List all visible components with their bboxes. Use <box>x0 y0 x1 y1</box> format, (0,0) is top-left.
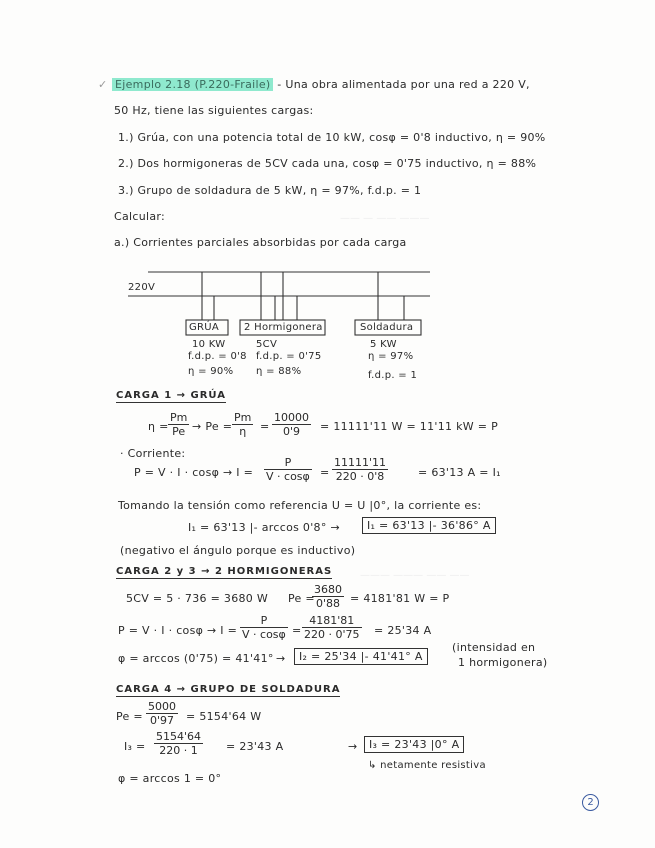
fraction-numerator: 5154'64 <box>156 730 202 743</box>
load-item-3: 3.) Grupo de soldadura de 5 kW, η = 97%, f.d.p. = 1 <box>118 184 422 197</box>
fraction-numerator: Pm <box>170 411 188 424</box>
equals-sign: = <box>260 420 270 433</box>
phase-angle: φ = arccos (0'75) = 41'41° <box>118 652 274 665</box>
fraction-p-vcos <box>240 614 288 641</box>
calcular-label: Calcular: <box>114 210 166 223</box>
grua-pf: f.d.p. = 0'8 <box>188 351 247 362</box>
current-label: I₃ = <box>124 740 146 753</box>
eta-label: η = <box>148 420 169 433</box>
exercise-tag: Ejemplo 2.18 (P.220-Fraile) <box>112 78 273 91</box>
fraction-denominator: 220 · 1 <box>159 744 198 757</box>
section-title-carga-4: CARGA 4 → GRUPO DE SOLDADURA <box>116 684 341 695</box>
fraction-current <box>302 614 362 641</box>
load-box-soldadura: Soldadura <box>360 322 414 333</box>
current-result: = 25'34 A <box>374 624 432 637</box>
fraction-pm-eta <box>232 411 253 438</box>
fraction-denominator: η <box>239 425 247 438</box>
fraction-denominator: V · cosφ <box>266 470 310 483</box>
pe-label: Pe = <box>288 592 315 605</box>
grua-power: 10 KW <box>192 339 226 350</box>
fraction-numerator: 10000 <box>274 411 309 424</box>
fraction-denominator: 0'9 <box>282 425 301 438</box>
fraction-denominator: 0'97 <box>149 714 175 727</box>
intro-line-1: - Una obra alimentada por una red a 220 V, <box>277 78 530 91</box>
arrow: → <box>276 652 286 665</box>
arrow: → <box>348 740 358 753</box>
ohm-relation: P = V · I · cosφ → I = <box>134 466 254 479</box>
load-item-1: 1.) Grúa, con una potencia total de 10 kW, cosφ = 0'8 inductivo, η = 90% <box>118 131 546 144</box>
current-result: = 63'13 A = I₁ <box>418 466 501 479</box>
fraction-pm-pe <box>168 411 189 438</box>
bleed-through-text: —— — —— ——— <box>340 213 430 224</box>
fraction-numerator: 4181'81 <box>302 614 362 628</box>
fraction-numerator: P <box>264 456 312 470</box>
fraction-p-vcos <box>264 456 312 483</box>
load-item-2: 2.) Dos hormigoneras de 5CV cada una, cosφ = 0'75 inductivo, η = 88% <box>118 157 537 170</box>
line-voltage-label: 220V <box>128 282 156 293</box>
fraction-denominator: 0'88 <box>315 597 341 610</box>
bleed-through-text: ——— ——— —— —— <box>360 570 470 581</box>
fraction-numerator: 5000 <box>148 700 176 713</box>
fraction-numerator: Pm <box>234 411 252 424</box>
arrow-pe-label: → Pe = <box>192 420 233 433</box>
ohm-relation: P = V · I · cosφ → I = <box>118 624 238 637</box>
equals-sign: = <box>292 624 302 637</box>
fraction-numerator: 3680 <box>314 583 342 596</box>
section-title-carga-2-3: CARGA 2 y 3 → 2 HORMIGONERAS <box>116 566 333 577</box>
intensity-note-2: 1 hormigonera) <box>458 656 548 669</box>
equals-sign: = <box>320 466 330 479</box>
pe-result: = 4181'81 W = P <box>350 592 450 605</box>
power-result: = 11111'11 W = 11'11 kW = P <box>320 420 499 433</box>
phasor-result-box: I₃ = 23'43 |0° A <box>364 736 464 753</box>
fraction-denominator: 220 · 0'75 <box>304 628 360 641</box>
check-mark-icon: ✓ <box>98 78 108 91</box>
hormigonera-power: 5CV <box>256 339 278 350</box>
inductive-note: (negativo el ángulo porque es inductivo) <box>120 544 356 557</box>
fraction-pe <box>312 583 344 610</box>
fraction-current <box>332 456 388 483</box>
soldadura-eff: η = 97% <box>368 351 414 362</box>
phase-angle: φ = arccos 1 = 0° <box>118 772 222 785</box>
load-box-hormigonera: 2 Hormigonera <box>244 322 323 333</box>
fraction-pe <box>146 700 178 727</box>
fraction-current <box>154 730 203 757</box>
phasor-result-box: I₁ = 63'13 |- 36'86° A <box>362 517 496 534</box>
phasor-result-box: I₂ = 25'34 |- 41'41° A <box>294 648 428 665</box>
hormigonera-eff: η = 88% <box>256 366 302 377</box>
question-a: a.) Corrientes parciales absorbidas por cada carga <box>114 236 407 249</box>
fraction-denominator: Pe <box>172 425 186 438</box>
resistive-note: ↳ netamente resistiva <box>368 760 486 771</box>
fraction-denominator: V · cosφ <box>242 628 286 641</box>
intro-line-2: 50 Hz, tiene las siguientes cargas: <box>114 104 314 117</box>
pe-result: = 5154'64 W <box>186 710 262 723</box>
cv-conversion: 5CV = 5 · 736 = 3680 W <box>126 592 269 605</box>
fraction-numerator: 11111'11 <box>334 456 387 469</box>
hormigonera-pf: f.d.p. = 0'75 <box>256 351 322 362</box>
soldadura-pf: f.d.p. = 1 <box>368 370 418 381</box>
fraction-denominator: 220 · 0'8 <box>335 470 385 483</box>
load-box-grua: GRÚA <box>189 322 220 333</box>
fraction-numerator: P <box>240 614 288 628</box>
soldadura-power: 5 KW <box>370 339 397 350</box>
phasor-derivation: I₁ = 63'13 |- arccos 0'8° → <box>188 521 340 534</box>
intensity-note-1: (intensidad en <box>452 641 536 654</box>
grua-eff: η = 90% <box>188 366 234 377</box>
section-title-carga-1: CARGA 1 → GRÚA <box>116 390 226 401</box>
fraction-power <box>272 411 311 438</box>
corriente-label: · Corriente: <box>120 447 186 460</box>
reference-sentence: Tomando la tensión como referencia U = U |0°, la corriente es: <box>118 499 482 512</box>
current-result: = 23'43 A <box>226 740 284 753</box>
pe-label: Pe = <box>116 710 143 723</box>
page-number: 2 <box>582 794 599 811</box>
